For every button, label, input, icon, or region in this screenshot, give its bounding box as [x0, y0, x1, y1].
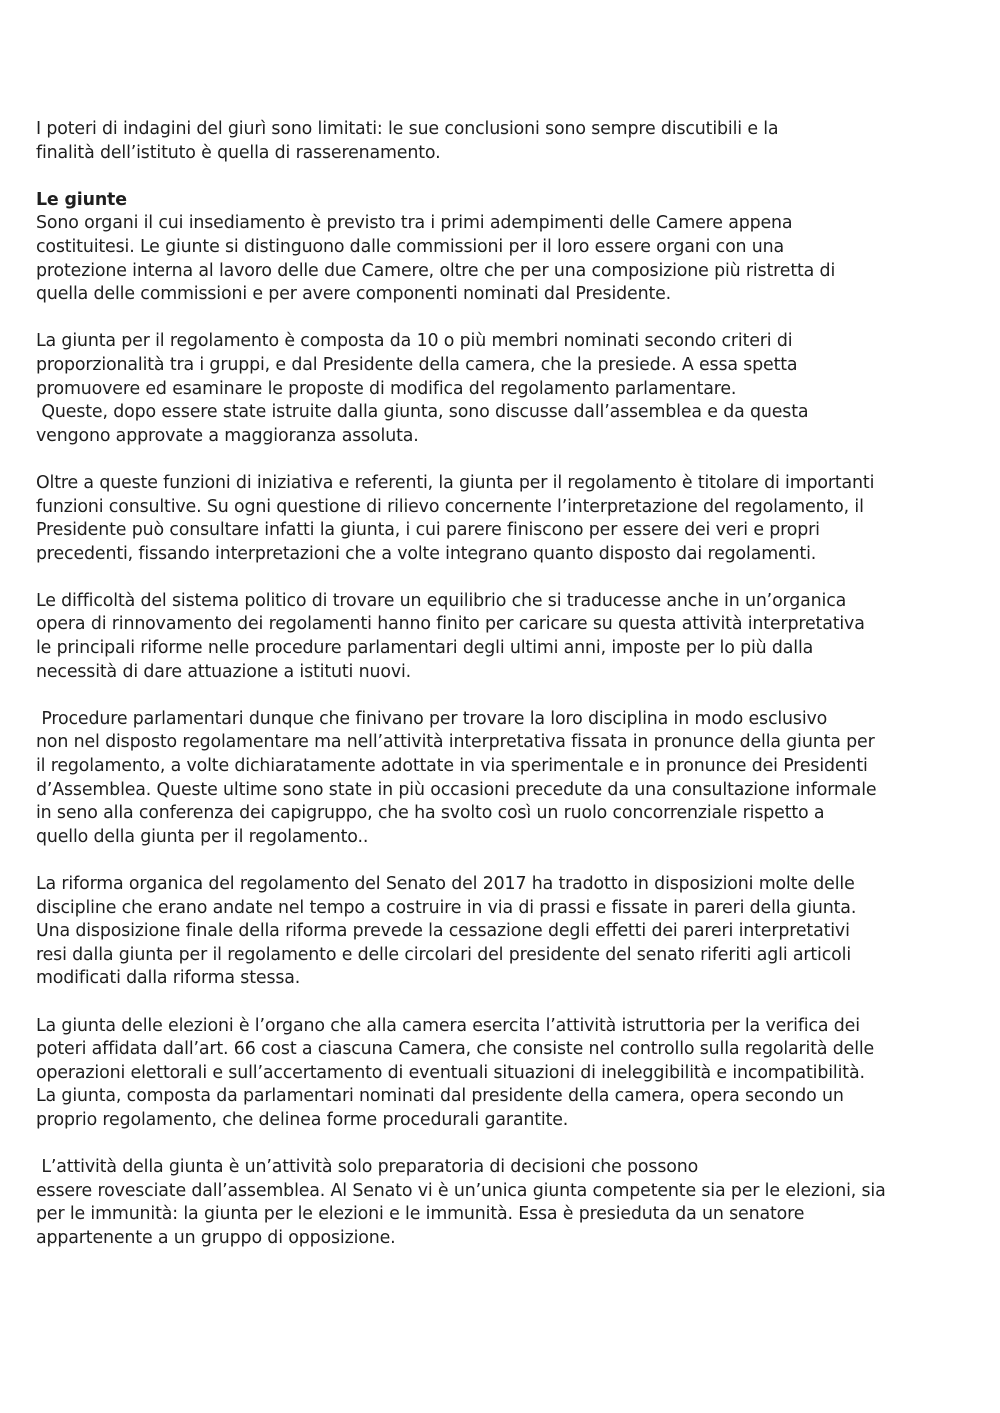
text-line: La riforma organica del regolamento del Senato del 2017 ha tradotto in disposizioni molte delle	[36, 874, 855, 894]
paragraph-difficolta	[36, 590, 980, 684]
text-line: Una disposizione finale della riforma prevede la cessazione degli effetti dei pareri interpretativi	[36, 921, 850, 942]
text-line: Oltre a queste funzioni di iniziativa e referenti, la giunta per il regolamento è titolare di importanti	[36, 472, 875, 493]
text-line: protezione interna al lavoro delle due Camere, oltre che per una composizione più ristretta di	[36, 260, 836, 281]
section-heading: Le giunte	[36, 189, 127, 210]
text-line: Queste, dopo essere state istruite dalla giunta, sono discusse dall’assemblea e da questa	[36, 402, 809, 423]
text-line: proporzionalità tra i gruppi, e dal Presidente della camera, che la presiede. A essa spetta	[36, 354, 798, 375]
text-line: in seno alla conferenza dei capigruppo, che ha svolto così un ruolo concorrenziale rispetto a	[36, 803, 825, 824]
text-line: essere rovesciate dall’assemblea. Al Senato vi è un’unica giunta competente sia per le elezioni, sia	[36, 1180, 886, 1201]
text-line: per le immunità: la giunta per le elezioni e le immunità. Essa è presieduta da un senatore	[36, 1204, 805, 1225]
intro-paragraph	[36, 118, 980, 165]
text-line: costituitesi. Le giunte si distinguono dalle commissioni per il loro essere organi con una	[36, 236, 785, 257]
text-line: quella delle commissioni e per avere componenti nominati dal Presidente.	[36, 284, 672, 305]
text-line: La giunta per il regolamento è composta da 10 o più membri nominati secondo criteri di	[36, 331, 793, 352]
text-line: funzioni consultive. Su ogni questione di rilievo concernente l’interpretazione del regolamento, il	[36, 496, 864, 517]
text-line: I poteri di indagini del giurì sono limitati: le sue conclusioni sono sempre discutibili e la	[36, 119, 779, 139]
paragraph-regolamento	[36, 330, 980, 448]
text-line: d’Assemblea. Queste ultime sono state in più occasioni precedute da una consultazione informale	[36, 779, 877, 800]
text-line: poteri affidata dall’art. 66 cost a ciascuna Camera, che consiste nel controllo sulla regolarità delle	[36, 1039, 875, 1060]
document-page	[36, 118, 980, 1274]
text-line: precedenti, fissando interpretazioni che a volte integrano quanto disposto dai regolamenti.	[36, 543, 817, 564]
text-line: proprio regolamento, che delinea forme procedurali garantite.	[36, 1109, 569, 1130]
text-line: modificati dalla riforma stessa.	[36, 968, 301, 989]
text-line: promuovere ed esaminare le proposte di modifica del regolamento parlamentare.	[36, 378, 737, 399]
text-line: L’attività della giunta è un’attività solo preparatoria di decisioni che possono	[36, 1157, 699, 1178]
text-line: finalità dell’istituto è quella di rasserenamento.	[36, 142, 441, 163]
section-giunte	[36, 189, 980, 307]
text-line: appartenente a un gruppo di opposizione.	[36, 1227, 396, 1248]
text-line: le principali riforme nelle procedure parlamentari degli ultimi anni, imposte per lo più dalla	[36, 638, 814, 659]
text-line: vengono approvate a maggioranza assoluta.	[36, 425, 419, 446]
text-line: quello della giunta per il regolamento..	[36, 826, 369, 847]
text-line: non nel disposto regolamentare ma nell’attività interpretativa fissata in pronunce della giunta per	[36, 732, 875, 753]
text-line: operazioni elettorali e sull’accertamento di eventuali situazioni di ineleggibilità e incompatibilità.	[36, 1062, 865, 1083]
paragraph-riforma-2017	[36, 873, 980, 991]
paragraph-procedure	[36, 708, 980, 850]
text-line: opera di rinnovamento dei regolamenti hanno finito per caricare su questa attività interpretativa	[36, 614, 865, 635]
text-line: Sono organi il cui insediamento è previsto tra i primi adempimenti delle Camere appena	[36, 213, 793, 234]
text-line: Procedure parlamentari dunque che finivano per trovare la loro disciplina in modo esclusivo	[36, 708, 828, 729]
text-line: Le difficoltà del sistema politico di trovare un equilibrio che si traducesse anche in un’organica	[36, 590, 847, 611]
text-line: discipline che erano andate nel tempo a costruire in via di prassi e fissate in pareri della giunta.	[36, 897, 857, 918]
paragraph-giunta-elezioni	[36, 1015, 980, 1133]
paragraph-attivita-giunta	[36, 1156, 980, 1250]
text-line: il regolamento, a volte dichiaratamente adottate in via sperimentale e in pronunce dei Presidenti	[36, 756, 868, 777]
text-line: necessità di dare attuazione a istituti nuovi.	[36, 661, 412, 682]
text-line: La giunta delle elezioni è l’organo che alla camera esercita l’attività istruttoria per la verifica dei	[36, 1015, 860, 1036]
paragraph-funzioni-consultive	[36, 472, 980, 566]
text-line: La giunta, composta da parlamentari nominati dal presidente della camera, opera secondo un	[36, 1086, 844, 1107]
text-line: Presidente può consultare infatti la giunta, i cui parere finiscono per essere dei veri e propri	[36, 520, 820, 541]
text-line: resi dalla giunta per il regolamento e delle circolari del presidente del senato riferiti agli articoli	[36, 944, 852, 965]
